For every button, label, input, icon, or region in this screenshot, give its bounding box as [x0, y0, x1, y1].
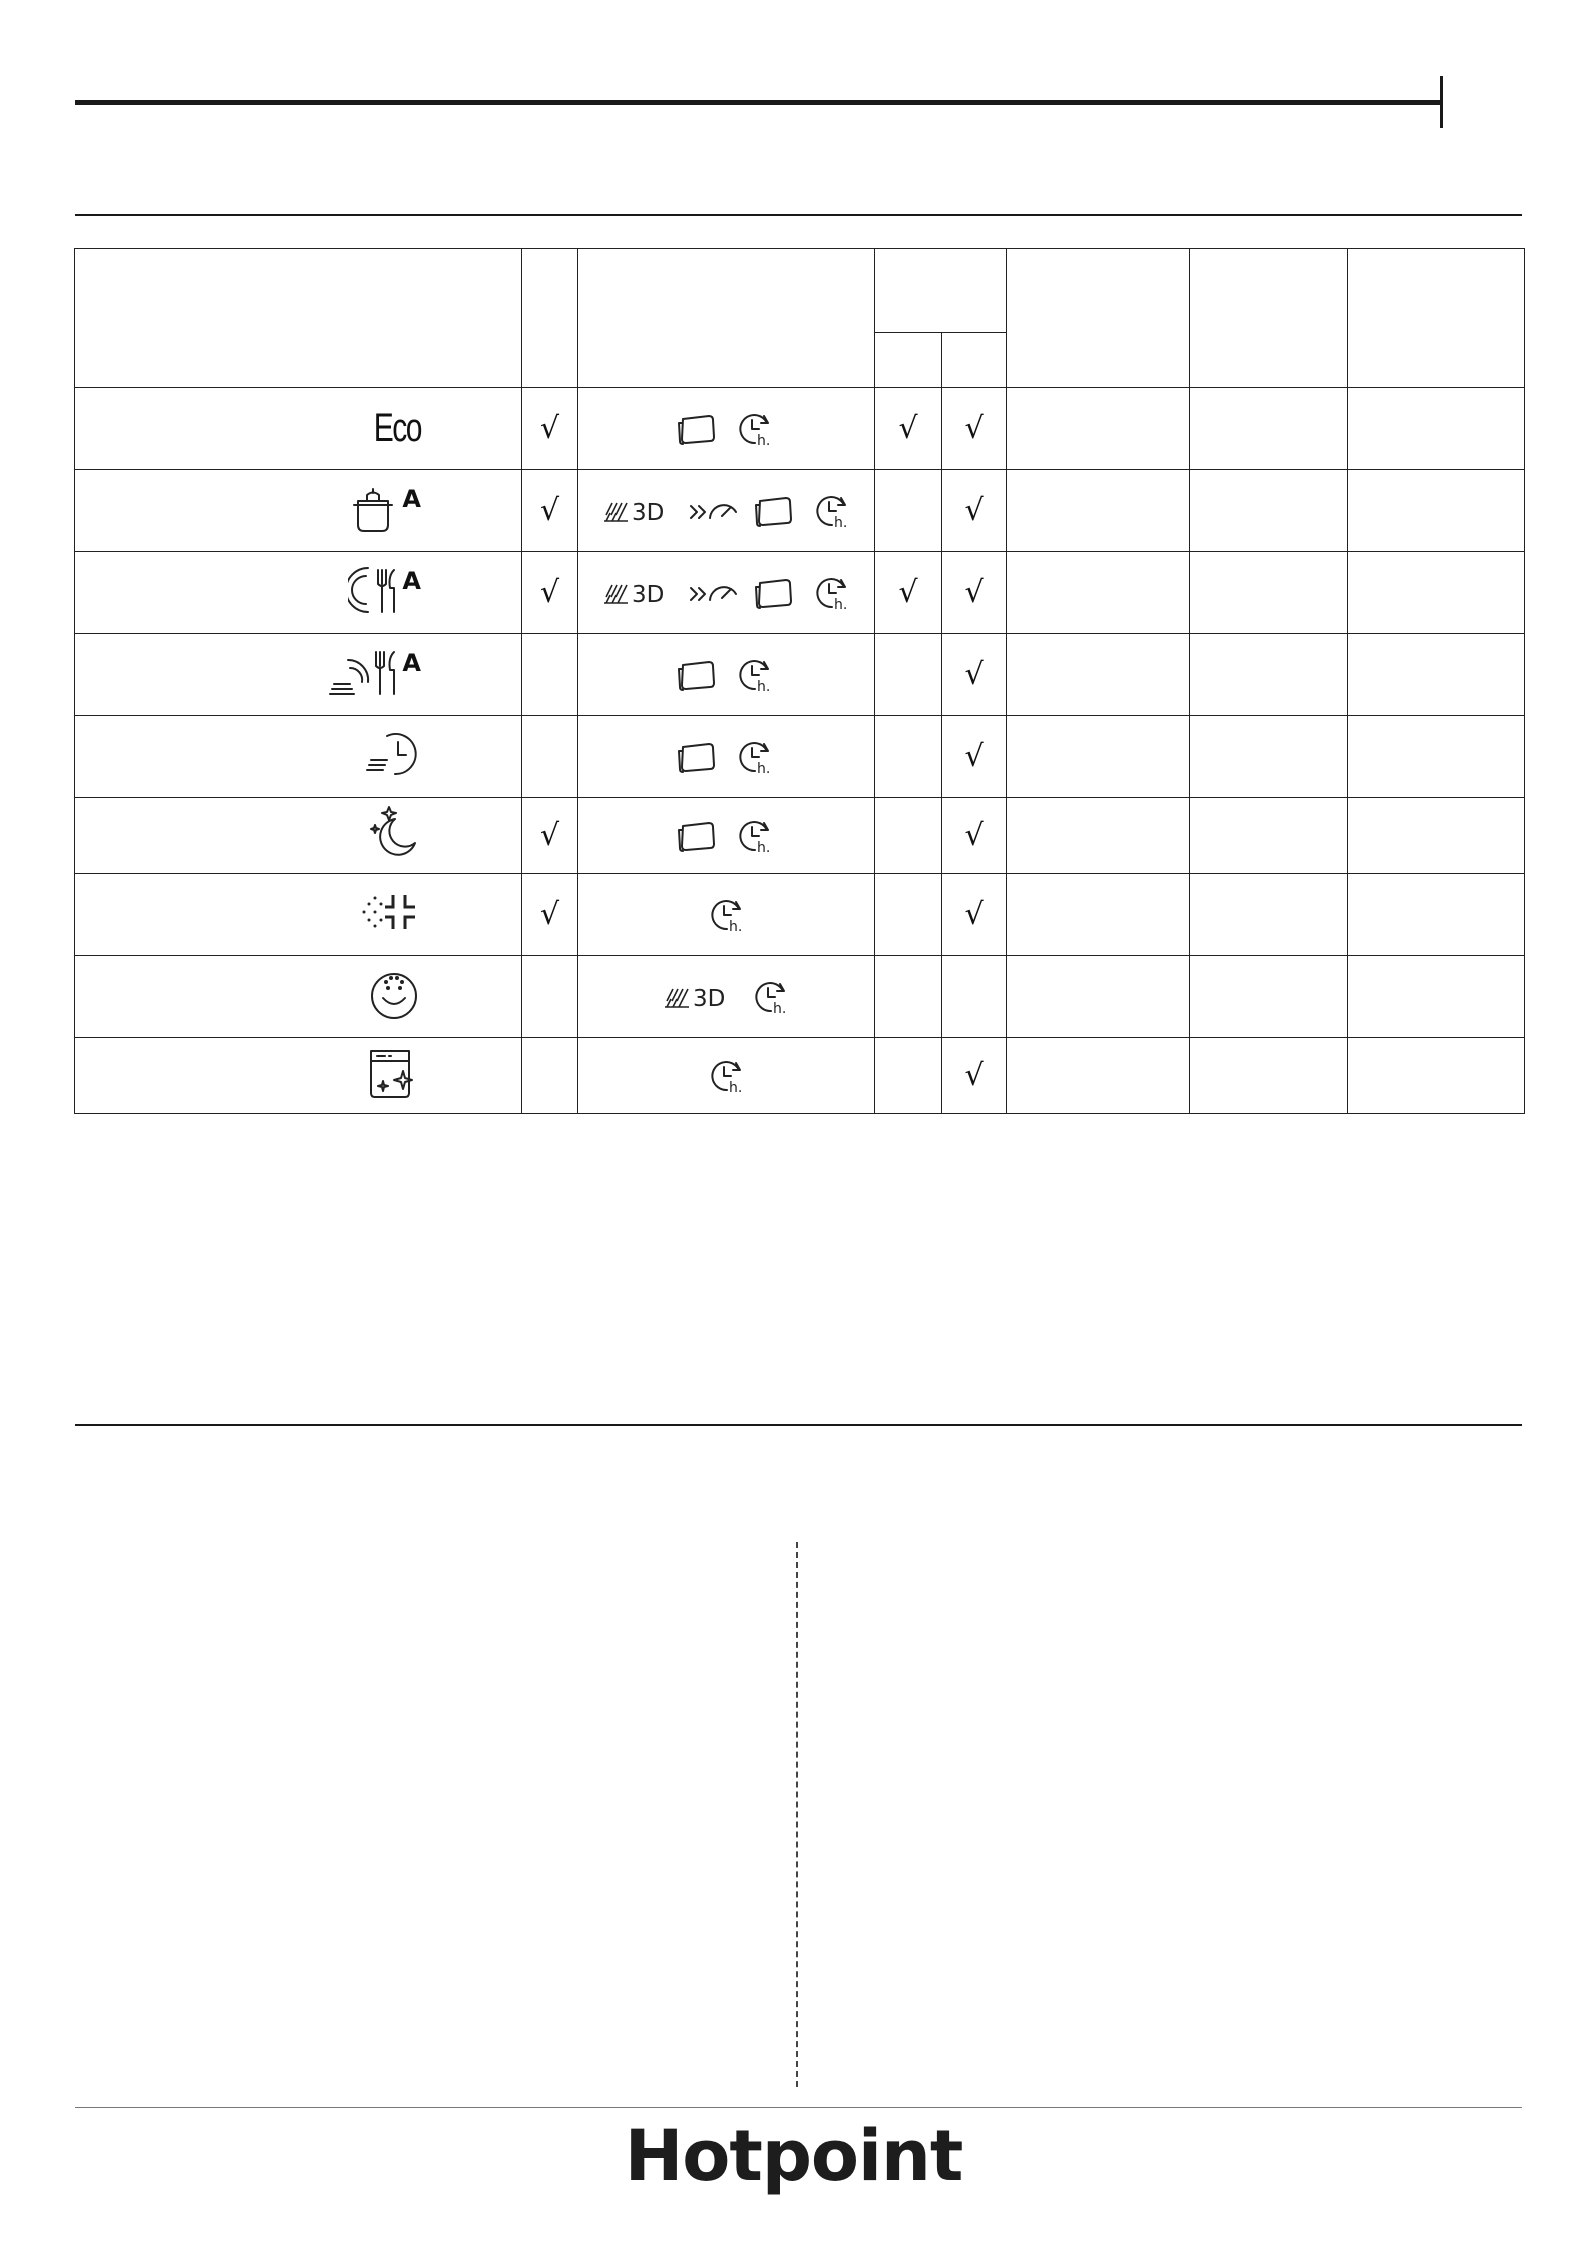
program-cell — [75, 552, 522, 634]
cell-c7 — [1348, 798, 1525, 874]
zone-3d-icon — [600, 577, 674, 609]
table-row — [75, 470, 1525, 552]
cell-c4 — [942, 552, 1007, 634]
check-mark: √ — [964, 574, 984, 610]
cell-c5 — [1007, 470, 1190, 552]
program-cell — [75, 1038, 522, 1114]
tablet-icon — [677, 659, 719, 691]
table-row — [75, 388, 1525, 470]
check-mark: √ — [898, 410, 918, 446]
cell-c4 — [942, 388, 1007, 470]
cell-c6 — [1190, 716, 1348, 798]
eco-label: Eco — [373, 406, 421, 450]
cell-c1 — [522, 874, 578, 956]
cell-c7 — [1348, 874, 1525, 956]
check-mark: √ — [539, 817, 560, 853]
svg-text:3D: 3D — [693, 985, 726, 1012]
svg-text:h.: h. — [834, 514, 848, 531]
cell-c5 — [1007, 634, 1190, 716]
check-mark: √ — [539, 492, 560, 528]
options-group — [578, 815, 874, 857]
header-cell-group — [875, 249, 1007, 333]
cell-c6 — [1190, 470, 1348, 552]
fast-daily-auto-icon — [328, 645, 421, 705]
cell-c3 — [875, 470, 942, 552]
daily-auto-icon — [348, 563, 421, 623]
delay-icon — [705, 1055, 747, 1097]
program-table — [74, 248, 1525, 1114]
cell-c6 — [1190, 1038, 1348, 1114]
turbo-icon — [688, 578, 740, 608]
table-row — [75, 1038, 1525, 1114]
column-divider — [796, 1542, 798, 2087]
cell-c7 — [1348, 388, 1525, 470]
check-mark: √ — [964, 492, 984, 528]
options-group — [578, 1055, 874, 1097]
cell-c1 — [522, 470, 578, 552]
cell-c3 — [875, 874, 942, 956]
cell-c1 — [522, 956, 578, 1038]
hygiene-icon-graphic — [367, 966, 421, 1027]
table-row — [75, 874, 1525, 956]
svg-text:h.: h. — [834, 596, 848, 613]
cell-c7 — [1348, 716, 1525, 798]
cell-c3 — [875, 1038, 942, 1114]
tablet-icon — [677, 741, 719, 773]
cell-c5 — [1007, 798, 1190, 874]
table-row — [75, 634, 1525, 716]
svg-text:h.: h. — [757, 839, 771, 856]
cell-c3 — [875, 716, 942, 798]
delay-icon — [733, 654, 775, 696]
cell-c3 — [875, 388, 942, 470]
cell-c5 — [1007, 874, 1190, 956]
options-group — [578, 894, 874, 936]
cell-c5 — [1007, 388, 1190, 470]
svg-text:3D: 3D — [632, 499, 665, 526]
options-group — [578, 572, 874, 614]
program-cell — [75, 470, 522, 552]
svg-text:h.: h. — [773, 1000, 787, 1017]
cell-c7 — [1348, 1038, 1525, 1114]
header-rule — [75, 100, 1442, 105]
program-cell — [75, 874, 522, 956]
check-mark: √ — [964, 896, 984, 932]
cell-c1 — [522, 552, 578, 634]
cell-c4 — [942, 956, 1007, 1038]
svg-text:h.: h. — [757, 760, 771, 777]
table-row — [75, 552, 1525, 634]
section-rule-bottom — [75, 1424, 1522, 1426]
footer-rule — [75, 2107, 1522, 2108]
cell-c3 — [875, 634, 942, 716]
section-rule-top — [75, 214, 1522, 216]
self-clean-icon-graphic — [365, 1045, 421, 1106]
header-cell-c3 — [875, 333, 942, 388]
cell-c7 — [1348, 470, 1525, 552]
eco-icon — [358, 399, 421, 459]
prewash-icon-graphic — [359, 889, 421, 940]
cell-c6 — [1190, 634, 1348, 716]
check-mark: √ — [964, 1057, 984, 1093]
delay-icon — [733, 815, 775, 857]
delay-icon — [733, 736, 775, 778]
svg-text:h.: h. — [757, 678, 771, 695]
cell-c6 — [1190, 388, 1348, 470]
auto-label: A — [402, 648, 421, 677]
cell-c5 — [1007, 552, 1190, 634]
header-cell-c1 — [522, 249, 578, 388]
options-cell — [578, 798, 875, 874]
cell-c5 — [1007, 1038, 1190, 1114]
check-mark: √ — [898, 574, 918, 610]
program-cell — [75, 634, 522, 716]
options-cell — [578, 956, 875, 1038]
auto-label: A — [402, 484, 421, 513]
check-mark: √ — [539, 410, 560, 446]
cell-c6 — [1190, 874, 1348, 956]
cell-c4 — [942, 716, 1007, 798]
program-cell — [75, 798, 522, 874]
table-row — [75, 716, 1525, 798]
options-group — [578, 736, 874, 778]
delay-icon — [749, 976, 791, 1018]
options-cell — [578, 388, 875, 470]
tablet-icon — [677, 413, 719, 445]
cell-c1 — [522, 1038, 578, 1114]
cell-c1 — [522, 388, 578, 470]
tablet-icon — [677, 820, 719, 852]
options-group — [578, 654, 874, 696]
quick-wash-icon-graphic — [365, 726, 421, 787]
cell-c7 — [1348, 634, 1525, 716]
program-cell — [75, 388, 522, 470]
pot-auto-icon — [346, 481, 421, 541]
cell-c1 — [522, 716, 578, 798]
auto-label: A — [402, 566, 421, 595]
options-cell — [578, 1038, 875, 1114]
program-cell — [75, 716, 522, 798]
check-mark: √ — [964, 817, 984, 853]
cell-c6 — [1190, 956, 1348, 1038]
cell-c6 — [1190, 552, 1348, 634]
prewash-icon — [359, 885, 421, 945]
cell-c4 — [942, 798, 1007, 874]
header-cell-c4 — [942, 333, 1007, 388]
self-clean-icon — [365, 1046, 421, 1106]
cell-c5 — [1007, 956, 1190, 1038]
turbo-icon — [688, 496, 740, 526]
tablet-icon — [754, 495, 796, 527]
zone-3d-icon — [600, 495, 674, 527]
cell-c3 — [875, 956, 942, 1038]
cell-c4 — [942, 874, 1007, 956]
cell-c1 — [522, 634, 578, 716]
cell-c3 — [875, 552, 942, 634]
header-cell-c5 — [1007, 249, 1190, 388]
cell-c1 — [522, 798, 578, 874]
delay-icon — [810, 490, 852, 532]
check-mark: √ — [964, 410, 984, 446]
options-group — [578, 408, 874, 450]
options-group — [578, 490, 874, 532]
night-icon-graphic — [365, 805, 421, 866]
options-cell — [578, 552, 875, 634]
cell-c4 — [942, 1038, 1007, 1114]
quick-wash-icon — [365, 727, 421, 787]
check-mark: √ — [964, 738, 984, 774]
program-cell — [75, 956, 522, 1038]
check-mark: √ — [539, 574, 560, 610]
cell-c3 — [875, 798, 942, 874]
tablet-icon — [754, 577, 796, 609]
hygiene-icon — [367, 967, 421, 1027]
pot-auto-icon-graphic — [346, 481, 400, 540]
delay-icon — [733, 408, 775, 450]
header-cell-c7 — [1348, 249, 1525, 388]
fast-daily-auto-icon-graphic — [328, 644, 400, 705]
svg-text:3D: 3D — [632, 581, 665, 608]
cell-c5 — [1007, 716, 1190, 798]
options-cell — [578, 716, 875, 798]
daily-auto-icon-graphic — [348, 562, 400, 623]
cell-c4 — [942, 634, 1007, 716]
cell-c7 — [1348, 552, 1525, 634]
zone-3d-icon — [661, 981, 735, 1013]
header-cell-options — [578, 249, 875, 388]
options-cell — [578, 874, 875, 956]
table-row — [75, 798, 1525, 874]
header-rule-tick — [1440, 76, 1443, 128]
delay-icon — [705, 894, 747, 936]
svg-text:h.: h. — [757, 432, 771, 449]
header-cell-c6 — [1190, 249, 1348, 388]
svg-text:h.: h. — [729, 1079, 743, 1096]
cell-c4 — [942, 470, 1007, 552]
options-cell — [578, 634, 875, 716]
options-group — [578, 976, 874, 1018]
options-cell — [578, 470, 875, 552]
check-mark: √ — [539, 896, 560, 932]
delay-icon — [810, 572, 852, 614]
table-row — [75, 956, 1525, 1038]
brand-logo: Hotpoint — [624, 2115, 963, 2197]
check-mark: √ — [964, 656, 984, 692]
header-cell-program — [75, 249, 522, 388]
night-icon — [365, 806, 421, 866]
cell-c7 — [1348, 956, 1525, 1038]
svg-text:h.: h. — [729, 918, 743, 935]
cell-c6 — [1190, 798, 1348, 874]
